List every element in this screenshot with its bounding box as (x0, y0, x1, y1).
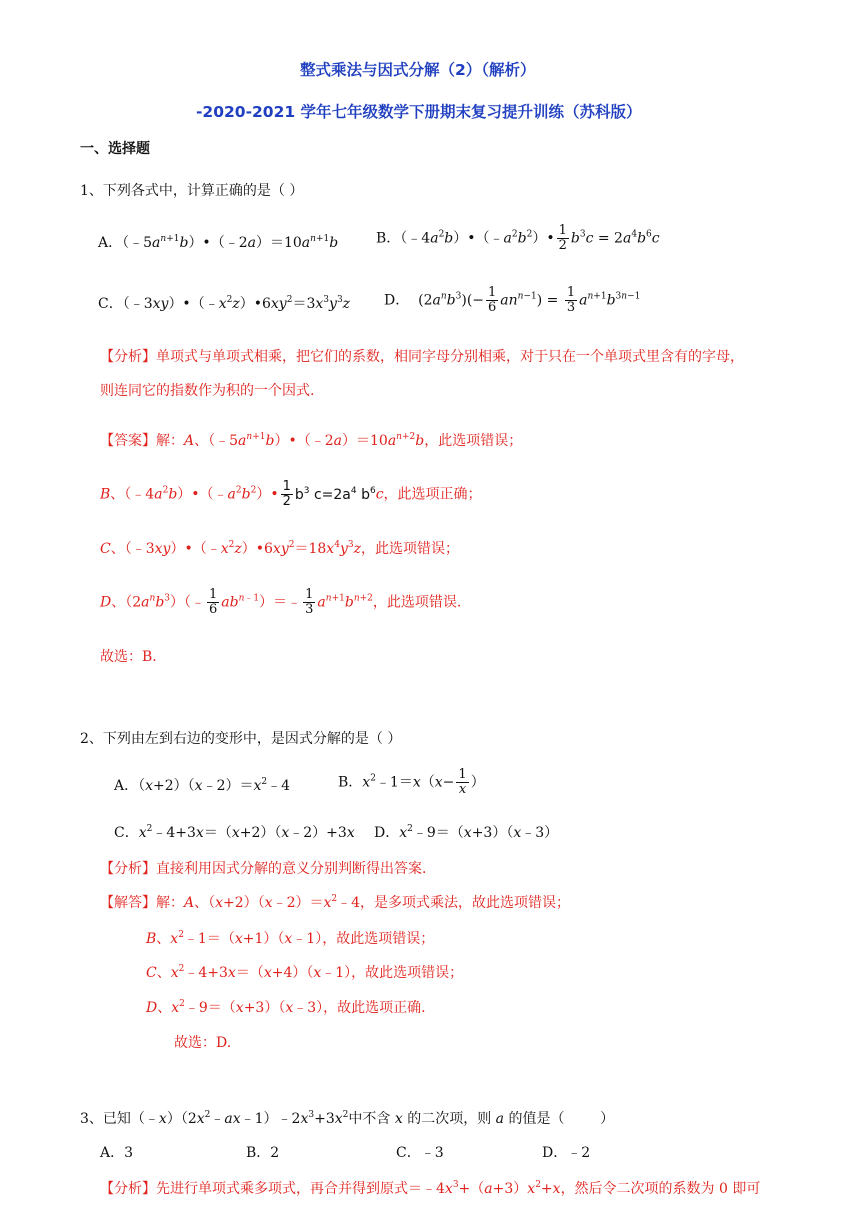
q1-analysis-line-1: 【分析】单项式与单项式相乘，把它们的系数，相同字母分别相乘，对于只在一个单项式里含有的字母， (100, 349, 744, 365)
q1-stem: 1、下列各式中，计算正确的是（ ） (80, 183, 304, 199)
q1-answer-a: 【答案】解：A、$(﹣5a^{n+1}b)•(﹣2a)=10a^{n+2}b$，此选项错误； (100, 432, 523, 449)
q2-answer-d: D、$x^2﹣9=(x+3)(x﹣3)$，故此选项正确. (146, 999, 426, 1016)
q2-answer-c: C、$x^2﹣4+3x=(x+4)(x﹣1)$，故此选项错误； (146, 964, 464, 981)
q1-final-choice: 故选：B. (100, 649, 157, 665)
q1-option-c: C．$(﹣3xy)•(﹣x^2z)•6xy^2=3x^3y^3z$ (98, 295, 351, 312)
q3-analysis: 【分析】先进行单项式乘多项式，再合并得到原式$=﹣4x^3+(a+3)x^2+x$，然后令二次项的系数为 0 即可 (100, 1180, 761, 1197)
q2-option-b: B．$x^2﹣1=x(x-$ $\frac{1}{x}$ ） (338, 767, 485, 797)
q2-stem: 2、下列由左到右边的变形中，是因式分解的是（ ） (80, 731, 402, 747)
q3-option-c: C．﹣3 (396, 1145, 444, 1161)
q1-option-d: D． $(2a^nb^3)(-$ $\frac{1}{6}$ $an^{n-1}$) = $\frac{1}{3}$ $a^{n+1}b^{3n-1}$ (384, 285, 641, 315)
title-line-2: -2020-2021 学年七年级数学下册期末复习提升训练（苏科版） (196, 103, 642, 121)
title-line-1: 整式乘法与因式分解（2）（解析） (300, 61, 536, 79)
q2-option-c: C．$x^2﹣4+3x=(x+2)(x﹣2)+3x$ (114, 824, 355, 841)
q2-option-d: D．$x^2﹣9=(x+3)(x﹣3)$ (374, 824, 559, 841)
q3-option-d: D．﹣2 (542, 1145, 591, 1161)
section-heading: 一、选择题 (80, 141, 150, 157)
q1-answer-b: B、$(﹣4a^2b)•(﹣a^2b^2)•$ $\frac{1}{2}$ $b^3$ $c=2a^4$ $b^6c$，此选项正确； (100, 479, 482, 509)
q2-analysis: 【分析】直接利用因式分解的意义分别判断得出答案. (100, 861, 427, 877)
q1-option-a: A．$(﹣5a^{n+1}b)•(﹣2a)=10a^{n+1}b$ (98, 234, 339, 251)
q2-answer-a: 【解答】解：A、$(x+2)(x﹣2)=x^2﹣4$，是多项式乘法，故此选项错误； (100, 894, 571, 911)
q1-option-b: B．$(﹣4a^2b)•(﹣a^2b^2)•$ $\frac{1}{2}$ $b^3c = 2a^4b^6c$ (376, 223, 660, 253)
q1-analysis-line-2: 则连同它的指数作为积的一个因式. (100, 383, 315, 399)
q3-option-b: B．2 (246, 1145, 280, 1161)
q1-answer-c: C、$(﹣3xy)•(﹣x^2z)•6xy^2=18x^4y^3z$，此选项错误； (100, 540, 459, 557)
q2-final-choice: 故选：D. (174, 1035, 232, 1051)
q2-option-a: A．$(x+2)(x﹣2)=x^2﹣4$ (114, 777, 291, 794)
q1-answer-d: D、$(2a^nb^3)(﹣$ $\frac{1}{6}$ $ab^{n﹣1})=﹣$ $\frac{1}{3}$ $a^{n+1}b^{n+2}$，此选项错误. (100, 587, 462, 617)
q3-option-a: A．3 (100, 1145, 134, 1161)
q3-stem: 3、已知$(﹣x)(2x^2﹣ax﹣1)﹣2x^3+3x^2$中不含 x 的二次项，则 a 的值是（ ） (80, 1110, 615, 1127)
q2-answer-b: B、$x^2﹣1=(x+1)(x﹣1)$，故此选项错误； (146, 930, 435, 947)
